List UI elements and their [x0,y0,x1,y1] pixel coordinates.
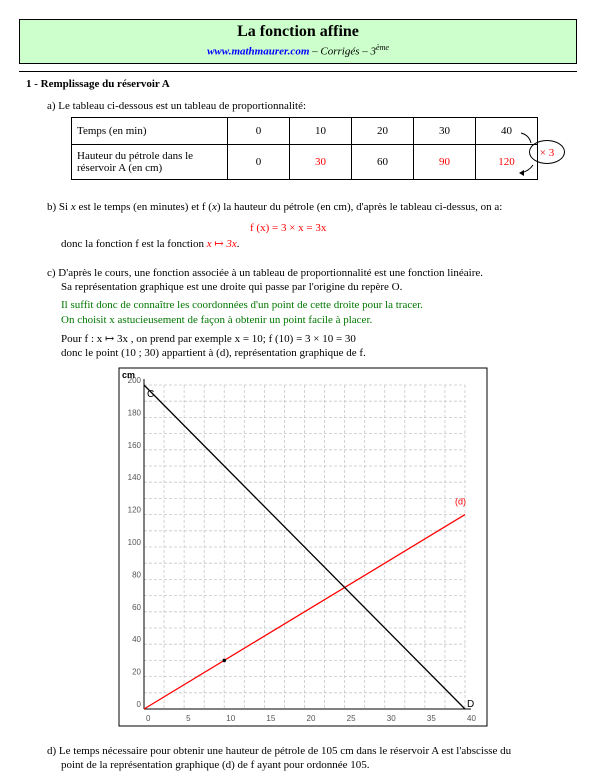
x-tick-label: 5 [186,714,191,723]
multiplier-badge: × 3 [529,140,565,164]
part-b-text-1: b) Si [47,201,71,213]
conclusion-end: . [236,238,240,250]
table-cell: 20 [352,118,414,145]
part-b-text-3: ) la hauteur du pétrole (en cm), d'après le tableau ci-dessus, on a: [216,201,503,213]
table-row [72,118,538,145]
page-subtitle [20,43,576,58]
function-map: x ↦ 3x [206,238,237,250]
part-c-line2: Sa représentation graphique est une droite qui passe par l'origine du repère O. [61,281,403,293]
section-title: 1 - Remplissage du réservoir A [26,78,170,90]
y-tick-label: 100 [127,538,141,547]
x-tick-label: 30 [386,714,396,723]
table-row-label: Temps (en min) [72,118,228,145]
table-cell: 30 [414,118,476,145]
subtitle-text: – Corrigés – 3 [309,45,377,58]
part-d-line1: d) Le temps nécessaire pour obtenir une hauteur de pétrole de 105 cm dans le réservoir A est l'abscisse du [47,745,512,757]
y-tick-label: 0 [136,700,141,709]
x-tick-label: 0 [146,714,151,723]
table-cell: 60 [352,145,414,180]
x-tick-label: 25 [346,714,356,723]
table-cell: 120 [476,145,538,180]
part-d-line2: point de la représentation graphique (d) de f ayant pour ordonnée 105. [61,759,370,771]
page-header [19,19,577,64]
y-tick-label: 60 [132,602,141,612]
y-tick-label: 200 [127,376,141,385]
x-tick-label: 10 [226,714,236,723]
proportion-table [71,117,538,180]
table-row-label [72,145,228,180]
table-label-line1: Hauteur du pétrole dans le [77,150,194,162]
multiplier-arrows [515,125,555,185]
grade-sup: ème [376,43,389,52]
label-c: C [147,389,155,400]
part-c-line4: donc le point (10 ; 30) appartient à (d), représentation graphique de f. [61,347,366,359]
table-cell: 0 [228,145,290,180]
point-10-30 [222,659,226,663]
y-tick-label: 120 [127,505,141,515]
var-x: x [211,201,217,213]
part-b-text [47,201,502,213]
y-axis-label: cm [122,370,136,380]
table-row [72,145,538,180]
graph [118,367,488,727]
site-link[interactable]: www.mathmaurer.com [207,45,310,58]
part-c-line3: Pour f : x ↦ 3x , on prend par exemple x = 10; f (10) = 3 × 10 = 30 [61,333,356,345]
table-cell: 0 [228,118,290,145]
conclusion [61,237,239,250]
y-tick-label: 180 [127,408,141,418]
page-title: La fonction affine [237,23,359,40]
part-b-text-2: est le temps (en minutes) et f ( [75,201,212,213]
label-d-line: (d) [455,496,466,507]
table-cell: 10 [290,118,352,145]
x-tick-label: 40 [467,714,476,723]
part-a-text: a) Le tableau ci-dessous est un tableau de proportionnalité: [47,100,307,112]
divider [19,71,577,72]
formula: f (x) = 3 × x = 3x [250,222,327,234]
y-tick-label: 160 [127,440,141,450]
var-x: x [70,201,76,213]
conclusion-text: donc la fonction f est la fonction [61,238,204,250]
part-c-green1: Il suffit donc de connaître les coordonnées d'un point de cette droite pour la tracer. [61,299,423,311]
y-tick-label: 40 [132,635,141,645]
table-cell: 90 [414,145,476,180]
label-d-point: D [467,699,475,710]
x-tick-label: 15 [266,714,276,723]
part-c-line1: c) D'après le cours, une fonction associée à un tableau de proportionnalité est une fonction linéaire. [47,267,484,279]
y-tick-label: 80 [132,570,141,580]
part-c-green2: On choisit x astucieusement de façon à obtenir un point facile à placer. [61,314,373,326]
table-cell: 40 [476,118,538,145]
table-label-line2: réservoir A (en cm) [77,162,163,174]
x-tick-label: 35 [426,714,436,723]
y-tick-label: 20 [132,667,141,677]
x-tick-label: 20 [306,714,316,723]
table-cell: 30 [290,145,352,180]
y-tick-label: 140 [127,473,141,483]
